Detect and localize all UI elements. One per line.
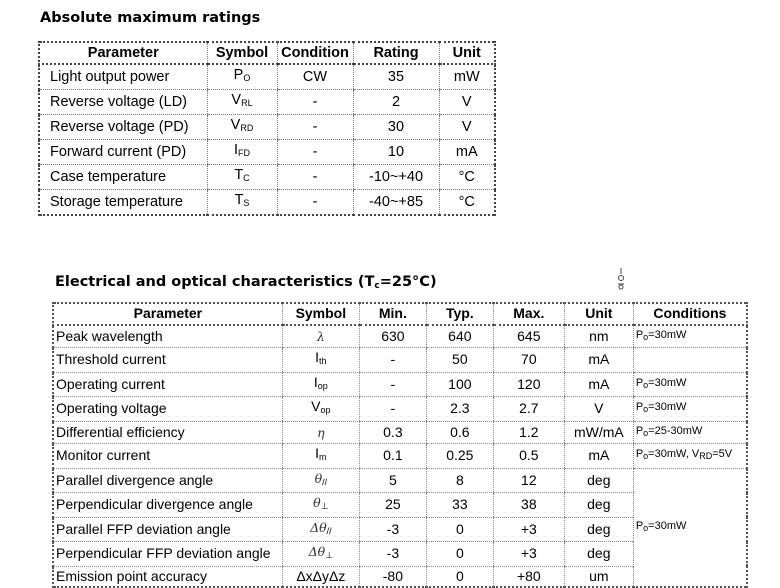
- condition-cell: -: [277, 140, 353, 165]
- column-header: Max.: [493, 303, 564, 325]
- symbol-subscript: op: [320, 405, 331, 415]
- max-cell: 0.5: [493, 444, 564, 469]
- min-cell: -: [359, 348, 426, 373]
- margin-mark: [616, 268, 626, 291]
- unit-cell: deg: [564, 493, 633, 518]
- unit-cell: mA: [564, 372, 633, 397]
- min-cell: 5: [359, 468, 426, 493]
- typ-cell: 0.6: [426, 421, 493, 444]
- parameter-cell: Storage temperature: [39, 190, 207, 216]
- parameter-cell: Monitor current: [53, 444, 282, 469]
- symbol-cell: [207, 90, 277, 115]
- symbol-text: ΔxΔyΔz: [296, 567, 346, 584]
- symbol-cell: [282, 421, 359, 444]
- max-cell: +3: [493, 542, 564, 567]
- conditions-cell: [633, 421, 747, 444]
- section2-title: [55, 274, 437, 291]
- symbol-cell: [207, 165, 277, 190]
- parameter-cell: Case temperature: [39, 165, 207, 190]
- min-cell: -80: [359, 566, 426, 587]
- table-header-row: [39, 42, 495, 64]
- table-row: [53, 397, 747, 422]
- symbol-subscript: C: [243, 173, 250, 183]
- typ-cell: 2.3: [426, 397, 493, 422]
- parameter-cell: Reverse voltage (LD): [39, 90, 207, 115]
- rating-cell: 2: [353, 90, 439, 115]
- table-row: [39, 64, 495, 90]
- unit-cell: mW: [439, 64, 495, 90]
- cond-rest: =30mW: [648, 519, 687, 532]
- conditions-cell: [633, 325, 747, 348]
- typ-cell: 33: [426, 493, 493, 518]
- table-row: [39, 165, 495, 190]
- table-row: [53, 325, 747, 348]
- symbol-cell: [207, 190, 277, 216]
- parameter-cell: Perpendicular divergence angle: [53, 493, 282, 518]
- symbol-text: T: [234, 192, 244, 208]
- typ-cell: 8: [426, 468, 493, 493]
- table-row: [53, 468, 747, 493]
- symbol-subscript: ⊥: [325, 550, 334, 560]
- cond-text: P: [635, 448, 644, 460]
- cond-subscript: o: [643, 451, 649, 461]
- condition-cell: -: [277, 165, 353, 190]
- parameter-cell: Forward current (PD): [39, 140, 207, 165]
- cond-rest-2: =5V: [712, 448, 733, 460]
- section2-title-sub: c: [374, 281, 380, 291]
- symbol-text: T: [234, 167, 244, 183]
- cond-rest: =30mW: [648, 376, 687, 389]
- symbol-cell: [282, 325, 359, 348]
- table-row: [39, 115, 495, 140]
- symbol-cell: [207, 115, 277, 140]
- symbol-subscript: S: [243, 198, 250, 208]
- column-header: Symbol: [207, 42, 277, 64]
- section2-title-text: Electrical and optical characteristics (T: [55, 274, 375, 290]
- cond-text: P: [635, 424, 644, 437]
- symbol-subscript: //: [326, 525, 332, 536]
- symbol-subscript: FD: [238, 148, 251, 158]
- table-row: [53, 444, 747, 469]
- unit-cell: deg: [564, 468, 633, 493]
- symbol-text: η: [317, 424, 325, 440]
- min-cell: 630: [359, 325, 426, 348]
- cond-subscript: o: [643, 522, 649, 533]
- max-cell: 38: [493, 493, 564, 518]
- symbol-subscript: th: [319, 356, 327, 366]
- cond-rest: =30mW: [648, 328, 687, 341]
- typ-cell: 0: [426, 566, 493, 587]
- symbol-text: V: [311, 398, 321, 414]
- table-row: [39, 190, 495, 216]
- symbol-subscript: m: [319, 452, 327, 462]
- table-row: [53, 348, 747, 373]
- cond-rest: =30mW, V: [648, 448, 700, 460]
- min-cell: -: [359, 397, 426, 422]
- parameter-cell: Perpendicular FFP deviation angle: [53, 542, 282, 567]
- unit-cell: °C: [439, 190, 495, 216]
- column-header: Min.: [359, 303, 426, 325]
- conditions-cell: [633, 372, 747, 397]
- max-cell: 120: [493, 372, 564, 397]
- symbol-subscript: RD: [240, 123, 254, 133]
- unit-cell: V: [439, 115, 495, 140]
- symbol-text: I: [315, 445, 320, 461]
- conditions-cell: [633, 348, 747, 373]
- symbol-text: V: [231, 92, 242, 108]
- condition-cell: -: [277, 115, 353, 140]
- parameter-cell: Parallel FFP deviation angle: [53, 517, 282, 542]
- symbol-cell: [282, 372, 359, 397]
- absolute-max-ratings-table: [38, 41, 496, 216]
- symbol-text: I: [233, 142, 239, 158]
- symbol-text: P: [233, 67, 244, 83]
- rating-cell: -40~+85: [353, 190, 439, 216]
- min-cell: 0.3: [359, 421, 426, 444]
- column-header: Rating: [353, 42, 439, 64]
- unit-cell: deg: [564, 517, 633, 542]
- unit-cell: nm: [564, 325, 633, 348]
- condition-cell: -: [277, 190, 353, 216]
- column-header: Conditions: [633, 303, 747, 325]
- table-row: [53, 372, 747, 397]
- rating-cell: -10~+40: [353, 165, 439, 190]
- min-cell: -: [359, 372, 426, 397]
- condition-cell: -: [277, 90, 353, 115]
- symbol-text: I: [313, 373, 318, 390]
- table-header-row: [53, 303, 747, 325]
- rating-cell: 35: [353, 64, 439, 90]
- unit-cell: mA: [564, 348, 633, 373]
- max-cell: 645: [493, 325, 564, 348]
- parameter-cell: Light output power: [39, 64, 207, 90]
- merged-conditions-cell: [633, 468, 747, 587]
- unit-cell: V: [439, 90, 495, 115]
- max-cell: 70: [493, 348, 564, 373]
- symbol-cell: [282, 493, 359, 518]
- column-header: Symbol: [282, 303, 359, 325]
- typ-cell: 0: [426, 517, 493, 542]
- max-cell: +80: [493, 566, 564, 587]
- symbol-cell: [282, 468, 359, 493]
- typ-cell: 0: [426, 542, 493, 567]
- cond-subscript: o: [643, 379, 649, 390]
- symbol-text: Δθ: [308, 544, 326, 559]
- parameter-cell: Threshold current: [53, 348, 282, 373]
- section2-title-suffix: =25°C): [379, 274, 437, 290]
- cond-subscript: o: [643, 404, 649, 414]
- symbol-cell: [282, 397, 359, 422]
- cond-subscript: o: [643, 427, 649, 438]
- cond-subscript-2: RD: [699, 451, 713, 461]
- symbol-cell: [282, 542, 359, 567]
- symbol-cell: [207, 64, 277, 90]
- unit-cell: deg: [564, 542, 633, 567]
- unit-cell: mA: [564, 444, 633, 469]
- max-cell: +3: [493, 517, 564, 542]
- rating-cell: 30: [353, 115, 439, 140]
- column-header: Unit: [439, 42, 495, 64]
- min-cell: 0.1: [359, 444, 426, 469]
- typ-cell: 640: [426, 325, 493, 348]
- symbol-subscript: op: [317, 380, 328, 391]
- cond-rest: =25-30mW: [648, 424, 703, 437]
- parameter-cell: Differential efficiency: [53, 421, 282, 444]
- max-cell: 12: [493, 468, 564, 493]
- column-header: Typ.: [426, 303, 493, 325]
- unit-cell: °C: [439, 165, 495, 190]
- symbol-text: θ: [314, 470, 323, 486]
- condition-cell: CW: [277, 64, 353, 90]
- column-header: Condition: [277, 42, 353, 64]
- min-cell: -3: [359, 542, 426, 567]
- cond-text: P: [635, 328, 644, 341]
- table-row: [39, 90, 495, 115]
- cond-text: P: [635, 519, 644, 532]
- symbol-subscript: //: [322, 476, 328, 487]
- symbol-cell: [282, 444, 359, 469]
- max-cell: 2.7: [493, 397, 564, 422]
- parameter-cell: Reverse voltage (PD): [39, 115, 207, 140]
- table-row: [39, 140, 495, 165]
- symbol-text: λ: [316, 328, 325, 344]
- symbol-cell: [207, 140, 277, 165]
- margin-mark-icon: [616, 268, 626, 290]
- cond-text: P: [635, 376, 644, 389]
- section1-title: Absolute maximum ratings: [40, 10, 261, 26]
- parameter-cell: Peak wavelength: [53, 325, 282, 348]
- column-header: Parameter: [39, 42, 207, 64]
- min-cell: -3: [359, 517, 426, 542]
- column-header: Unit: [564, 303, 633, 325]
- unit-cell: mW/mA: [564, 421, 633, 444]
- conditions-cell: [633, 397, 747, 422]
- unit-cell: mA: [439, 140, 495, 165]
- min-cell: 25: [359, 493, 426, 518]
- electrical-optical-table: [52, 302, 748, 588]
- symbol-subscript: O: [243, 73, 251, 83]
- cond-rest: =30mW: [648, 401, 687, 413]
- symbol-cell: [282, 348, 359, 373]
- symbol-text: I: [315, 349, 320, 365]
- unit-cell: V: [564, 397, 633, 422]
- symbol-cell: [282, 566, 359, 587]
- parameter-cell: Emission point accuracy: [53, 566, 282, 587]
- symbol-subscript: ⊥: [320, 501, 329, 511]
- cond-text: P: [635, 401, 644, 413]
- parameter-cell: Operating current: [53, 372, 282, 397]
- symbol-text: V: [230, 117, 241, 133]
- symbol-text: θ: [313, 495, 321, 510]
- typ-cell: 0.25: [426, 444, 493, 469]
- typ-cell: 100: [426, 372, 493, 397]
- unit-cell: um: [564, 566, 633, 587]
- rating-cell: 10: [353, 140, 439, 165]
- table-row: [53, 421, 747, 444]
- parameter-cell: Parallel divergence angle: [53, 468, 282, 493]
- symbol-text: Δθ: [310, 519, 327, 535]
- parameter-cell: Operating voltage: [53, 397, 282, 422]
- max-cell: 1.2: [493, 421, 564, 444]
- typ-cell: 50: [426, 348, 493, 373]
- symbol-cell: [282, 517, 359, 542]
- conditions-cell: [633, 444, 747, 469]
- symbol-subscript: RL: [241, 98, 253, 108]
- column-header: Parameter: [53, 303, 282, 325]
- cond-subscript: o: [643, 331, 649, 342]
